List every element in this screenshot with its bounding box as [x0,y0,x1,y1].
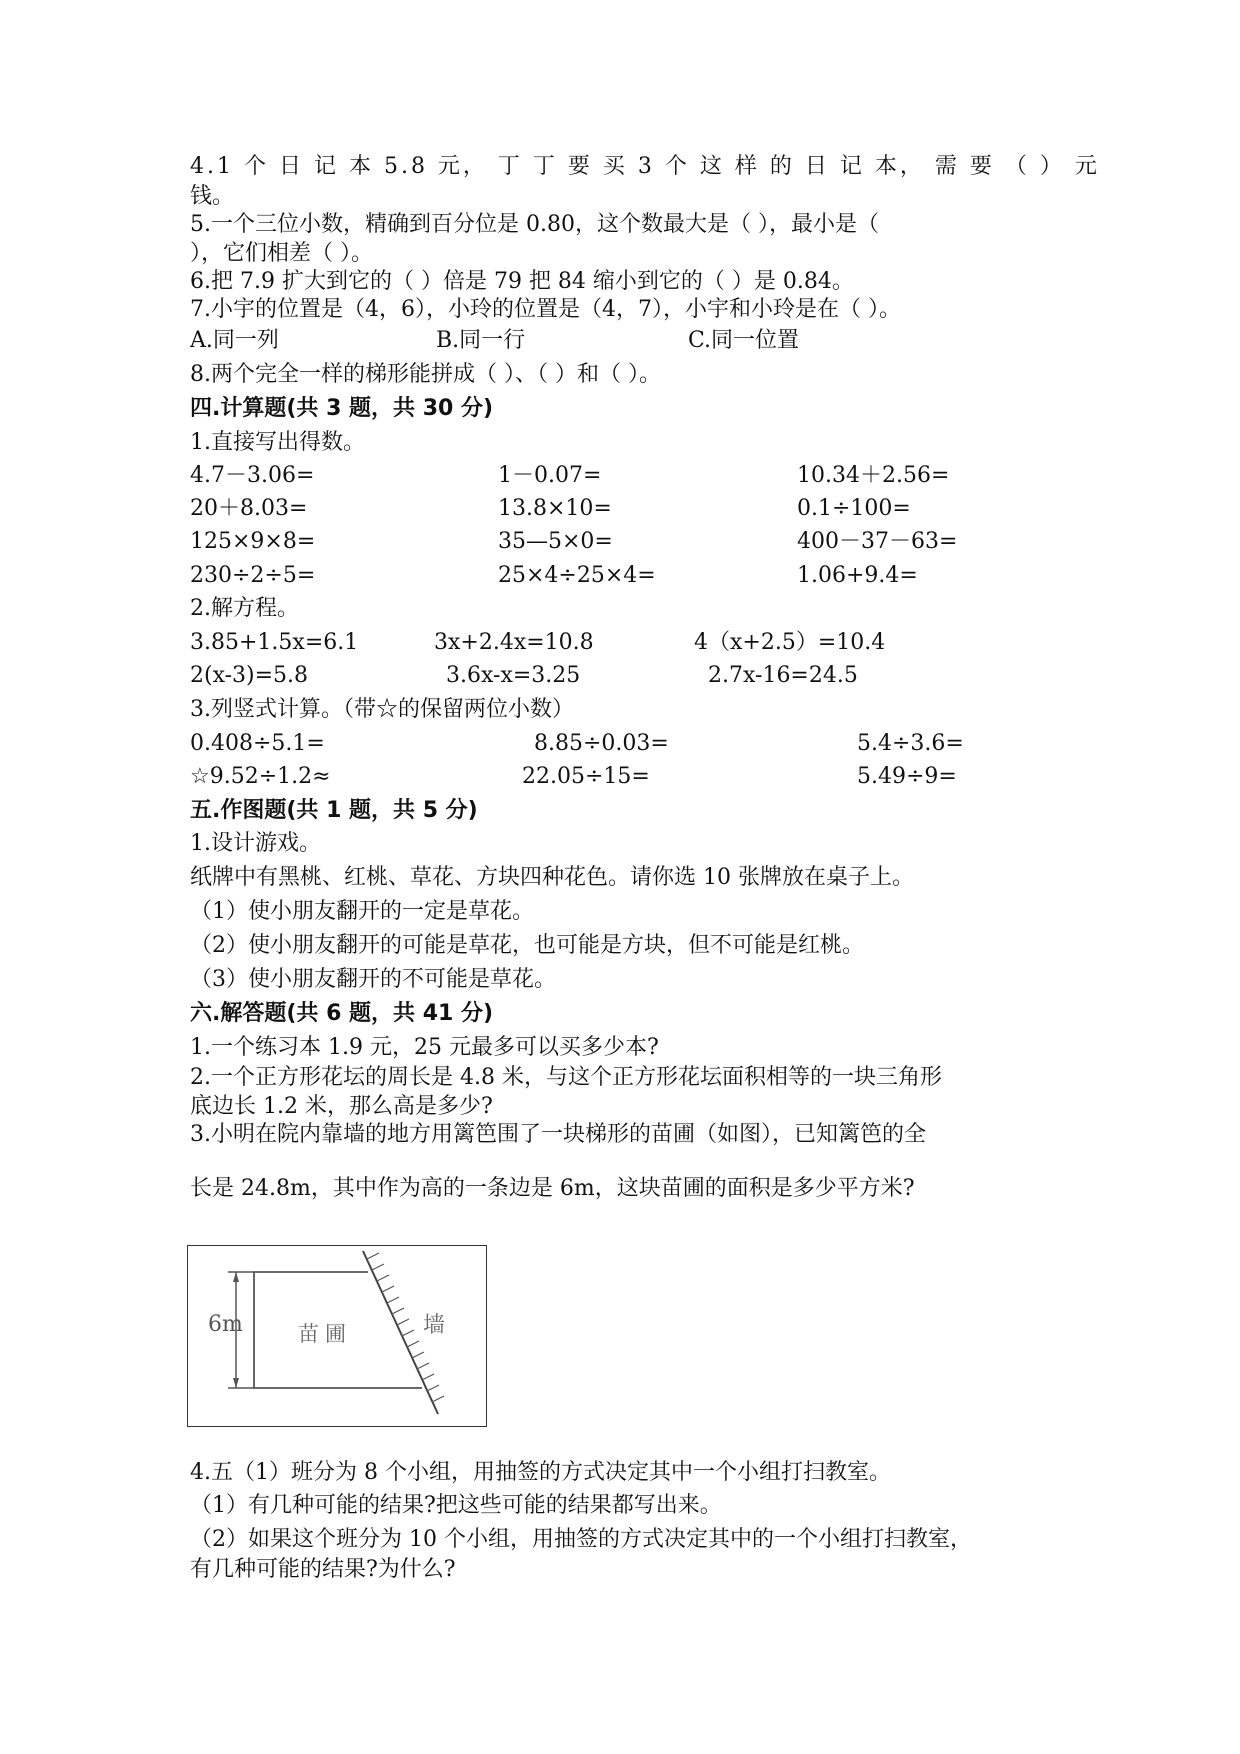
option-b: B.同一行 [436,328,526,353]
section-6-q3-line2: 长是 24.8m，其中作为高的一条边是 6m，这块苗圃的面积是多少平方米? [190,1176,915,1201]
garden-label: 苗圃 [298,1322,352,1346]
question-3-4-line1: 4.1 个 日 记 本 5.8 元， 丁 丁 要 买 3 个 这 样 的 日 记 本， 需 要 （ ） 元 [190,154,1100,179]
section-5-q1-title: 1.设计游戏。 [190,831,321,856]
question-3-5-line1: 5.一个三位小数，精确到百分位是 0.80，这个数最大是（ ），最小是（ [190,212,879,237]
calc-cell: 13.8×10= [498,496,612,521]
height-label: 6m [208,1312,243,1337]
calc-cell: 4.7－3.06= [190,463,315,488]
calc-cell: 1－0.07= [498,463,602,488]
section-6-q3-line1: 3.小明在院内靠墙的地方用篱笆围了一块梯形的苗圃（如图），已知篱笆的全 [190,1122,926,1147]
calc-cell: 20＋8.03= [190,496,308,521]
equation-cell: 2(x-3)=5.8 [190,663,309,688]
section-6-q4-item: （1）有几种可能的结果?把这些可能的结果都写出来。 [190,1493,722,1518]
equation-cell: 4（x+2.5）=10.4 [694,630,886,655]
section-6-q1: 1.一个练习本 1.9 元，25 元最多可以买多少本? [190,1035,659,1060]
arrow-up-icon [233,1272,239,1282]
section-5-intro: 纸牌中有黑桃、红桃、草花、方块四种花色。请你选 10 张牌放在桌子上。 [190,865,914,890]
garden-figure [187,1245,487,1427]
section-4-q1-title: 1.直接写出得数。 [190,430,365,455]
section-6-q2-line1: 2.一个正方形花坛的周长是 4.8 米，与这个正方形花坛面积相等的一块三角形 [190,1065,942,1090]
section-6-heading: 六.解答题(共 6 题，共 41 分) [190,1001,494,1026]
option-a: A.同一列 [190,328,279,353]
vertical-calc-cell: 0.408÷5.1= [190,731,325,756]
vertical-calc-cell: 5.49÷9= [857,764,957,789]
calc-cell: 1.06+9.4= [797,563,918,588]
section-6-q4-item: （2）如果这个班分为 10 个小组，用抽签的方式决定其中的一个小组打扫教室， [190,1527,972,1552]
section-6-q4-line1: 4.五（1）班分为 8 个小组，用抽签的方式决定其中一个小组打扫教室。 [190,1460,891,1485]
calc-cell: 400－37－63= [797,529,958,554]
calc-cell: 10.34＋2.56= [797,463,950,488]
equation-cell: 3.85+1.5x=6.1 [190,630,359,655]
option-c: C.同一位置 [688,328,800,353]
section-4-heading: 四.计算题(共 3 题，共 30 分) [190,396,494,421]
calc-cell: 35—5×0= [498,529,613,554]
section-5-item: （3）使小朋友翻开的不可能是草花。 [190,967,556,992]
vertical-calc-cell: 5.4÷3.6= [857,731,964,756]
equation-cell: 2.7x-16=24.5 [708,663,858,688]
calc-cell: 230÷2÷5= [190,563,316,588]
vertical-calc-cell: ☆9.52÷1.2≈ [190,764,331,789]
section-6-q2-line2: 底边长 1.2 米，那么高是多少? [190,1094,493,1119]
arrow-down-icon [233,1378,239,1388]
question-3-4-line2: 钱。 [190,184,235,209]
equation-cell: 3.6x-x=3.25 [446,663,581,688]
question-3-5-line2: ），它们相差（ ）。 [190,241,373,266]
section-5-item: （1）使小朋友翻开的一定是草花。 [190,899,534,924]
section-4-q3-title: 3.列竖式计算。（带☆的保留两位小数） [190,697,574,722]
question-3-7: 7.小宇的位置是（4，6），小玲的位置是（4，7），小宇和小玲是在（ ）。 [190,297,901,322]
vertical-calc-cell: 22.05÷15= [522,764,650,789]
section-4-q2-title: 2.解方程。 [190,596,299,621]
question-3-6: 6.把 7.9 扩大到它的（ ）倍是 79 把 84 缩小到它的（ ）是 0.84。 [190,269,854,294]
vertical-calc-cell: 8.85÷0.03= [534,731,669,756]
calc-cell: 0.1÷100= [797,496,911,521]
wall-label: 墙 [423,1313,446,1338]
section-5-item: （2）使小朋友翻开的可能是草花，也可能是方块，但不可能是红桃。 [190,933,864,958]
equation-cell: 3x+2.4x=10.8 [434,630,594,655]
section-5-heading: 五.作图题(共 1 题，共 5 分) [190,798,478,823]
section-6-q4-last: 有几种可能的结果?为什么? [190,1557,456,1582]
calc-cell: 125×9×8= [190,529,316,554]
calc-cell: 25×4÷25×4= [498,563,656,588]
question-3-8: 8.两个完全一样的梯形能拼成（ ）、（ ）和（ ）。 [190,362,661,387]
